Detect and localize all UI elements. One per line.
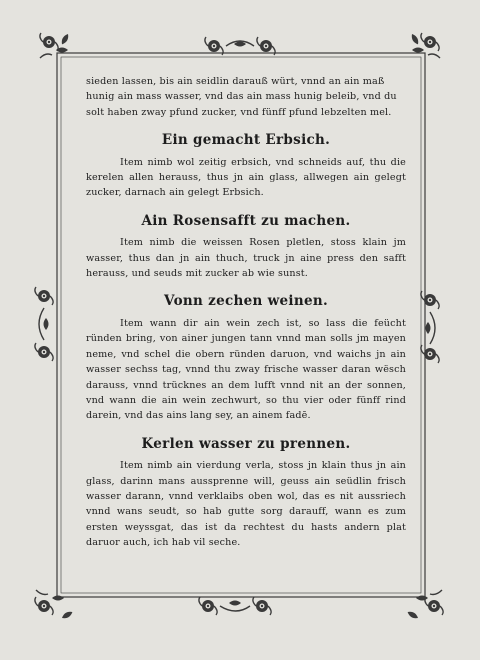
heading-erbsich: Ein gemacht Erbsich. (161, 132, 331, 149)
ornament-bottom-center (199, 597, 271, 615)
corner-ornament-bottom-right (406, 590, 443, 620)
ornament-left-middle (35, 287, 53, 361)
corner-ornament-bottom-left (35, 590, 74, 620)
heading-zechen-weinen: Vonn zechen weinen. (164, 293, 328, 310)
paragraph-zechen-weinen: Item wann dir ain wein zech ist, so lass die feücht ründen bring, von ainer jungen tann vnnd man solls jm mayen neme, vnd schel die obern ründen daruon, vnd waichs jn ain wasser sechss tag, vnnd thu zway frische wasser daran wësch darauss, vnnd trücknes an dem lufft vnnd nit an der sonnen, vnd wann die ain wein zechwurt, so thu vier oder fünff rind darein, vnd das ains lang sey, an ainem fadē. (86, 317, 406, 422)
ornament-right-middle (421, 291, 439, 363)
corner-ornament-top-left (40, 33, 70, 58)
heading-kerlen-wasser: Kerlen wasser zu prennen. (141, 435, 351, 452)
paragraph-kerlen-wasser: Item nimb ain vierdung verla, stoss jn klain thus jn ain glass, darinn mans aussprenne will, geuss ain seüdlin frisch wasser darann, vnnd verklaibs oben wol, das es nit aussriech vnnd wans seudt, so hab gutte sorg darauff, wann es zum ersten weyssgat, das ist da rechtest du hasts andern plat daruor auch, ich hab vil seche. (86, 460, 406, 549)
paragraph-intro: sieden lassen, bis ain seidlin darauß würt, vnnd an ain maß hunig ain mass wasser, vnd das ain mass hunig beleib, vnd du solt haben zway pfund zucker, vnd fünff pfund lebzelten mel. (86, 76, 397, 118)
heading-rosensafft: Ain Rosensafft zu machen. (141, 212, 351, 229)
ornament-top-center (205, 37, 275, 55)
corner-ornament-top-right (410, 33, 440, 58)
page-text (86, 74, 406, 551)
paragraph-erbsich: Item nimb wol zeitig erbsich, vnd schneids auf, thu die kerelen allen herauss, thus jn ain glass, allwegen ain gelegt zucker, darnach ain gelegt Erbsich. (86, 156, 406, 199)
paragraph-rosensafft: Item nimb die weissen Rosen pletlen, stoss klain jm wasser, thus dan jn ain thuch, truck jn aine press den safft herauss, und seuds mit zucker ab wie sunst. (86, 237, 406, 280)
